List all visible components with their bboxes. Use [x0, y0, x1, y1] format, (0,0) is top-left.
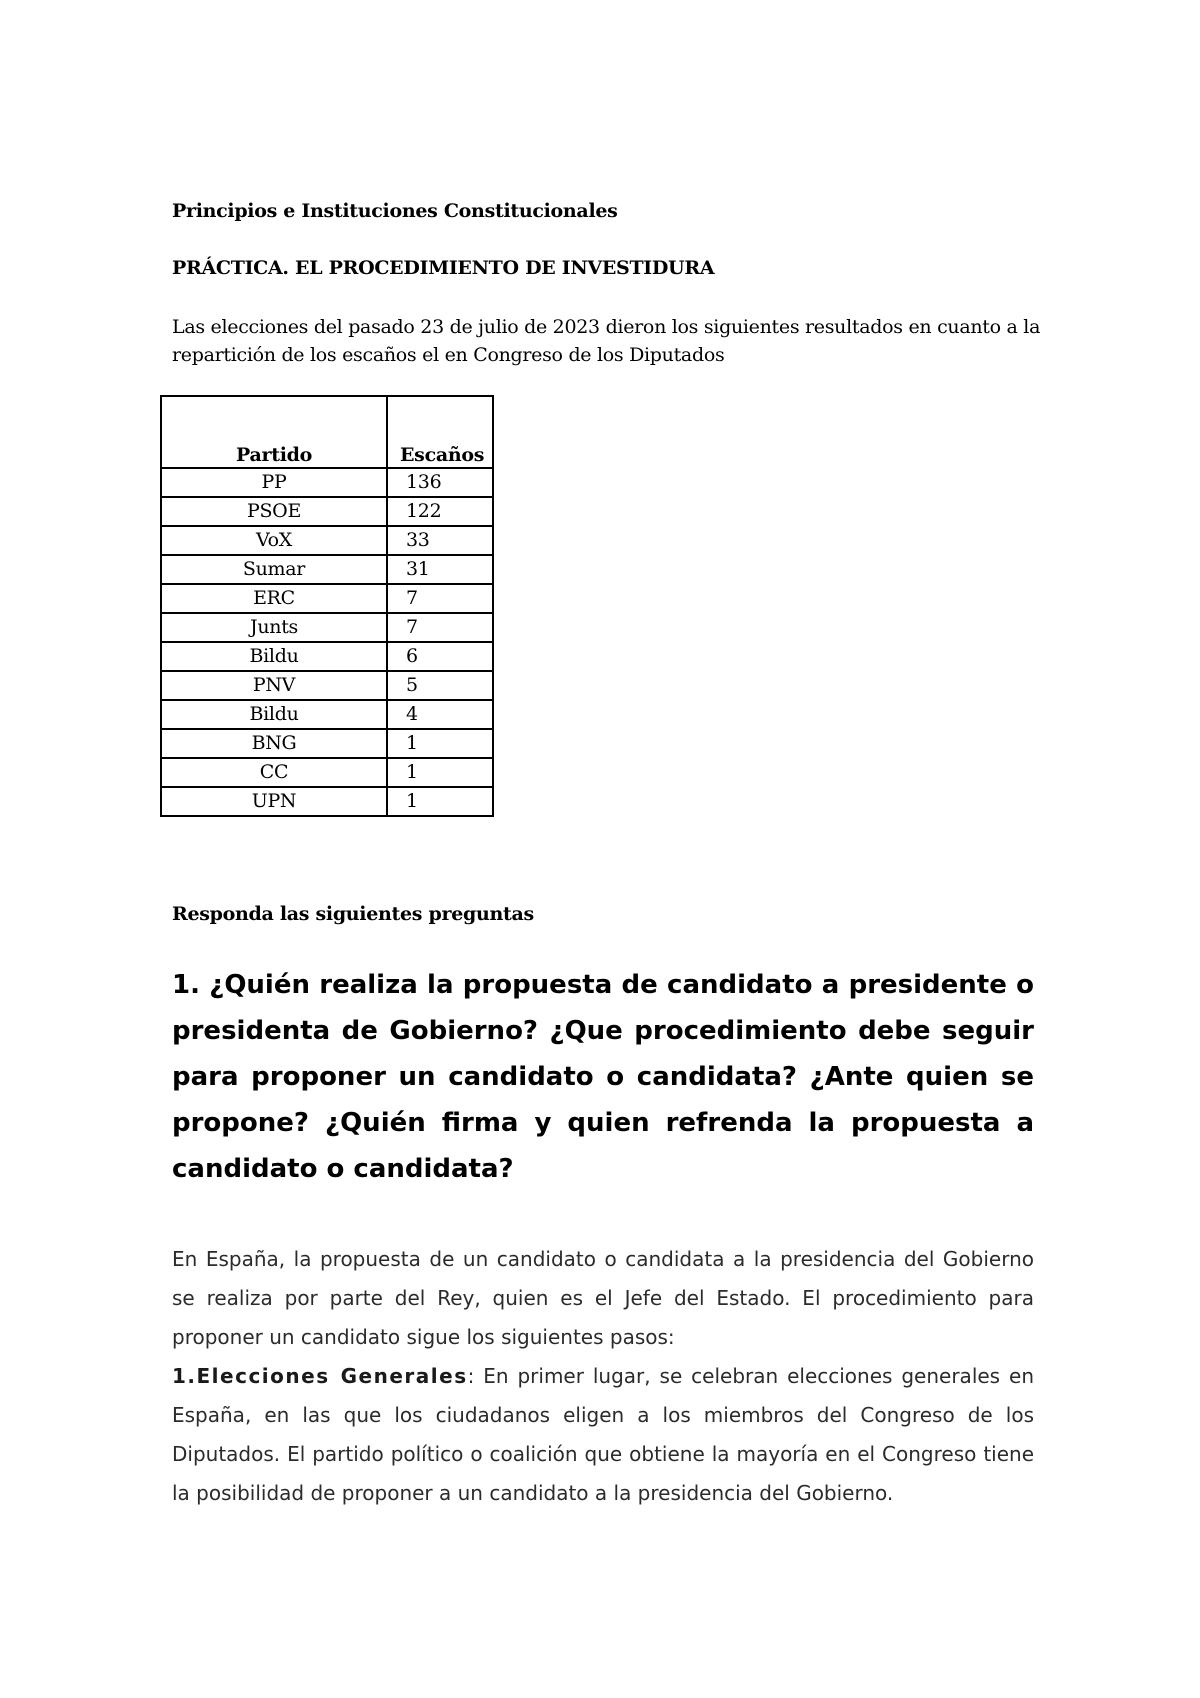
question-1: 1. ¿Quién realiza la propuesta de candidato a presidente o presidenta de Gobierno? ¿Que procedimiento debe seguir para proponer un candidato o candidata? ¿Ante quien se propone? ¿Quién firma y quien refrenda la propuesta a candidato o candidata?: [172, 970, 1034, 1184]
seats-cell: 33: [387, 526, 493, 555]
table-row: [161, 555, 493, 584]
answer-intro-paragraph: En España, la propuesta de un candidato o candidata a la presidencia del Gobierno se realiza por parte del Rey, quien es el Jefe del Estado. El procedimiento para proponer un candidato sigue los siguientes pasos:: [172, 1247, 1034, 1349]
seats-cell: 7: [387, 613, 493, 642]
seats-cell: 1: [387, 729, 493, 758]
table-row: [161, 642, 493, 671]
results-table: [160, 395, 494, 817]
party-cell: Bildu: [161, 642, 387, 671]
party-cell: PP: [161, 468, 387, 497]
party-cell: Bildu: [161, 700, 387, 729]
table-row: [161, 468, 493, 497]
table-row: [161, 729, 493, 758]
seats-cell: 1: [387, 758, 493, 787]
intro-paragraph: Las elecciones del pasado 23 de julio de 2023 dieron los siguientes resultados en cuanto a la repartición de los escaños el en Congreso de los Diputados: [172, 316, 1041, 366]
step-1-label: 1.Elecciones Generales: [172, 1364, 468, 1388]
seats-cell: 7: [387, 584, 493, 613]
party-column-header: Partido: [161, 396, 387, 468]
step-1-text: : En primer lugar, se celebran elecciones generales en España, en las que los ciudadanos eligen a los miembros del Congreso de los Diputados. El partido político o coalición que obtiene la mayoría en el Congreso tiene la posibilidad de proponer a un candidato a la presidencia del Gobierno.: [172, 1364, 1034, 1505]
course-title: Principios e Instituciones Constitucionales: [172, 200, 618, 222]
seats-cell: 122: [387, 497, 493, 526]
party-cell: VoX: [161, 526, 387, 555]
answer-step-1: [172, 1357, 1034, 1513]
table-row: [161, 526, 493, 555]
table-row: [161, 613, 493, 642]
seats-cell: 6: [387, 642, 493, 671]
seats-cell: 1: [387, 787, 493, 816]
seats-cell: 5: [387, 671, 493, 700]
table-row: [161, 584, 493, 613]
seats-cell: 136: [387, 468, 493, 497]
party-cell: PNV: [161, 671, 387, 700]
table-row: [161, 700, 493, 729]
party-cell: Junts: [161, 613, 387, 642]
seats-column-header: Escaños: [387, 396, 493, 468]
party-cell: ERC: [161, 584, 387, 613]
party-cell: UPN: [161, 787, 387, 816]
practice-title: PRÁCTICA. EL PROCEDIMIENTO DE INVESTIDURA: [172, 257, 715, 279]
party-cell: BNG: [161, 729, 387, 758]
party-cell: CC: [161, 758, 387, 787]
table-row: [161, 787, 493, 816]
seats-cell: 31: [387, 555, 493, 584]
party-cell: PSOE: [161, 497, 387, 526]
table-header-row: [161, 396, 493, 468]
seats-cell: 4: [387, 700, 493, 729]
table-row: [161, 758, 493, 787]
table-row: [161, 497, 493, 526]
table-row: [161, 671, 493, 700]
questions-title: Responda las siguientes preguntas: [172, 903, 534, 925]
party-cell: Sumar: [161, 555, 387, 584]
